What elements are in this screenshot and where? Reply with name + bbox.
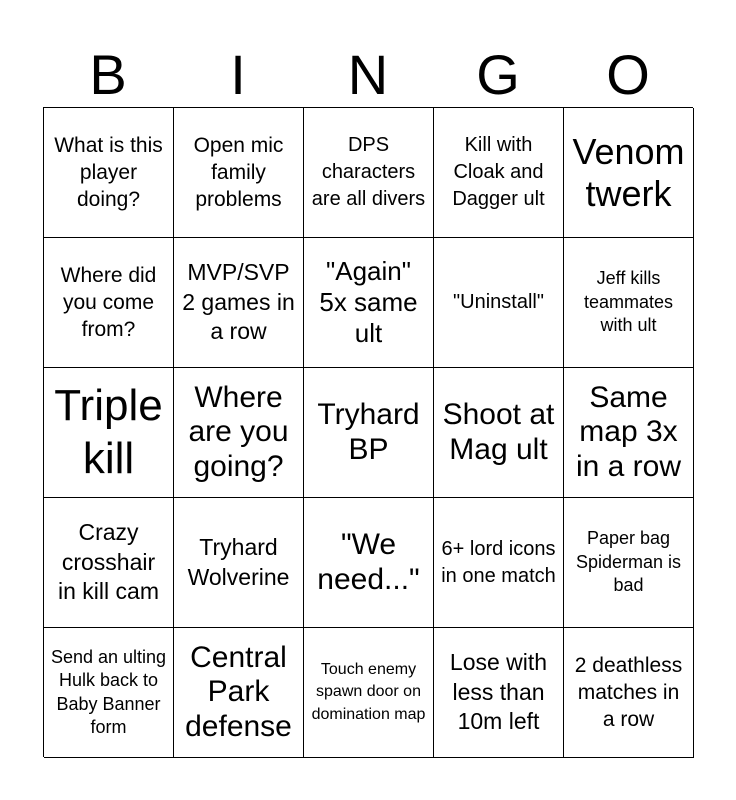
cell-text: Shoot at Mag ult — [442, 398, 555, 466]
bingo-header — [43, 42, 693, 108]
cell-text: Jeff kills teammates with ult — [583, 268, 674, 336]
cell-text: "Uninstall" — [453, 291, 544, 313]
cell-text: 6+ lord icons in one match — [441, 537, 556, 587]
bingo-cell[interactable] — [44, 498, 174, 628]
bingo-cell[interactable] — [44, 368, 174, 498]
bingo-cell[interactable] — [564, 498, 694, 628]
cell-text: Lose with less than 10m left — [449, 649, 548, 735]
bingo-cell[interactable] — [174, 628, 304, 758]
cell-text: 2 deathless matches in a row — [574, 653, 683, 732]
header-letter-b: B — [89, 43, 127, 106]
bingo-cell[interactable] — [304, 368, 434, 498]
cell-text: Tryhard BP — [317, 398, 420, 466]
header-letter-i: I — [230, 43, 246, 106]
bingo-cell[interactable] — [174, 108, 304, 238]
bingo-cell[interactable] — [44, 628, 174, 758]
cell-text: Send an ulting Hulk back to Baby Banner form — [50, 646, 167, 737]
bingo-cell[interactable] — [564, 108, 694, 238]
cell-text: Same map 3x in a row — [575, 380, 682, 483]
bingo-cell[interactable] — [564, 238, 694, 368]
header-letter-g: G — [476, 43, 520, 106]
header-letter-n: N — [347, 43, 389, 106]
cell-text: Kill with Cloak and Dagger ult — [452, 134, 545, 210]
cell-text: Venom twerk — [572, 131, 685, 214]
bingo-cell[interactable] — [434, 108, 564, 238]
bingo-cell[interactable] — [434, 498, 564, 628]
cell-text: Open mic family problems — [193, 133, 284, 212]
bingo-cell[interactable] — [44, 108, 174, 238]
bingo-cell[interactable] — [304, 238, 434, 368]
bingo-cell[interactable] — [174, 368, 304, 498]
cell-text: What is this player doing? — [54, 133, 163, 212]
bingo-cell[interactable] — [174, 498, 304, 628]
cell-text: Where are you going? — [188, 380, 289, 483]
bingo-cell[interactable] — [304, 498, 434, 628]
cell-text: MVP/SVP 2 games in a row — [182, 259, 295, 345]
bingo-cell[interactable] — [434, 238, 564, 368]
cell-text: Where did you come from? — [60, 263, 157, 342]
cell-text: Crazy crosshair in kill cam — [58, 519, 159, 605]
cell-text: Central Park defense — [185, 640, 292, 743]
header-letter-o: O — [606, 43, 650, 106]
cell-text: "Again" 5x same ult — [319, 256, 418, 348]
bingo-cell[interactable] — [44, 238, 174, 368]
cell-text: Paper bag Spiderman is bad — [575, 528, 682, 596]
bingo-cell[interactable] — [304, 108, 434, 238]
bingo-cell[interactable] — [304, 628, 434, 758]
cell-text: Touch enemy spawn door on domination map — [311, 660, 426, 723]
cell-text: DPS characters are all divers — [311, 134, 426, 210]
bingo-cell[interactable] — [434, 368, 564, 498]
cell-text: Triple kill — [54, 380, 163, 483]
cell-text: Tryhard Wolverine — [187, 534, 290, 590]
cell-text: "We need..." — [317, 528, 420, 596]
bingo-cell[interactable] — [564, 368, 694, 498]
bingo-cell[interactable] — [434, 628, 564, 758]
bingo-cell[interactable] — [564, 628, 694, 758]
bingo-cell[interactable] — [174, 238, 304, 368]
bingo-grid — [43, 107, 693, 757]
